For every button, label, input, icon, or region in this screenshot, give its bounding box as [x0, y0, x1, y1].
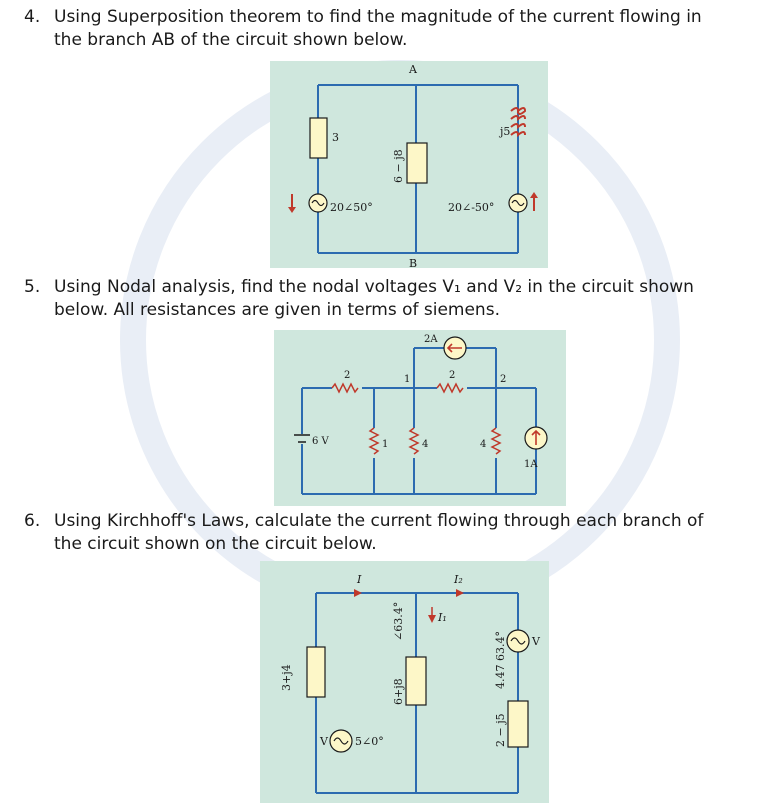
- question-text-line2: the circuit shown on the circuit below.: [54, 534, 377, 554]
- component-label: j5: [500, 125, 511, 138]
- source-label: 5∠0°: [355, 735, 384, 748]
- question-text-line1: Using Superposition theorem to find the magnitude of the current flowing in: [54, 7, 702, 27]
- question-number: 6.: [24, 511, 41, 531]
- question-text-line1: Using Nodal analysis, find the nodal voltages V₁ and V₂ in the circuit shown: [54, 277, 694, 297]
- component-label: 4: [480, 439, 487, 450]
- component-label: ∠63.4°: [392, 601, 405, 641]
- question-4: [24, 6, 702, 52]
- source-label: V: [532, 635, 540, 648]
- component-label: 4: [422, 439, 429, 450]
- circuit-figure-q5: [274, 330, 566, 506]
- source-label: 6 V: [312, 436, 329, 447]
- question-5: [24, 276, 694, 322]
- node-label: A: [409, 63, 417, 76]
- component-label: 2: [449, 370, 456, 381]
- source-label: V: [320, 735, 328, 748]
- node-label: 1: [404, 374, 411, 385]
- component-label: 2: [344, 370, 351, 381]
- current-label: I₂: [454, 573, 463, 586]
- component-label: 3+j4: [280, 664, 293, 691]
- circuit-figure-q4: [270, 61, 548, 268]
- current-label: I₁: [438, 611, 447, 624]
- component-label: 1: [382, 439, 389, 450]
- component-label: 4.47 63.4°: [494, 631, 507, 689]
- component-label: 6+j8: [392, 678, 405, 705]
- current-label: I: [357, 573, 362, 586]
- node-label: B: [409, 257, 418, 268]
- question-6: [24, 510, 703, 556]
- question-number: 5.: [24, 277, 41, 297]
- component-label: 3: [332, 131, 339, 144]
- source-label: 2A: [424, 334, 438, 345]
- component-label: 6 − j8: [392, 149, 405, 183]
- node-label: 2: [500, 374, 507, 385]
- question-text-line2: below. All resistances are given in terms of siemens.: [54, 300, 500, 320]
- component-label: 2 − j5: [494, 713, 507, 747]
- source-label: 20∠-50°: [448, 201, 495, 214]
- circuit-figure-q6: [260, 561, 549, 803]
- question-text-line2: the branch AB of the circuit shown below.: [54, 30, 408, 50]
- question-number: 4.: [24, 7, 41, 27]
- question-text-line1: Using Kirchhoff's Laws, calculate the current flowing through each branch of: [54, 511, 704, 531]
- source-label: 1A: [524, 459, 538, 470]
- source-label: 20∠50°: [330, 201, 373, 214]
